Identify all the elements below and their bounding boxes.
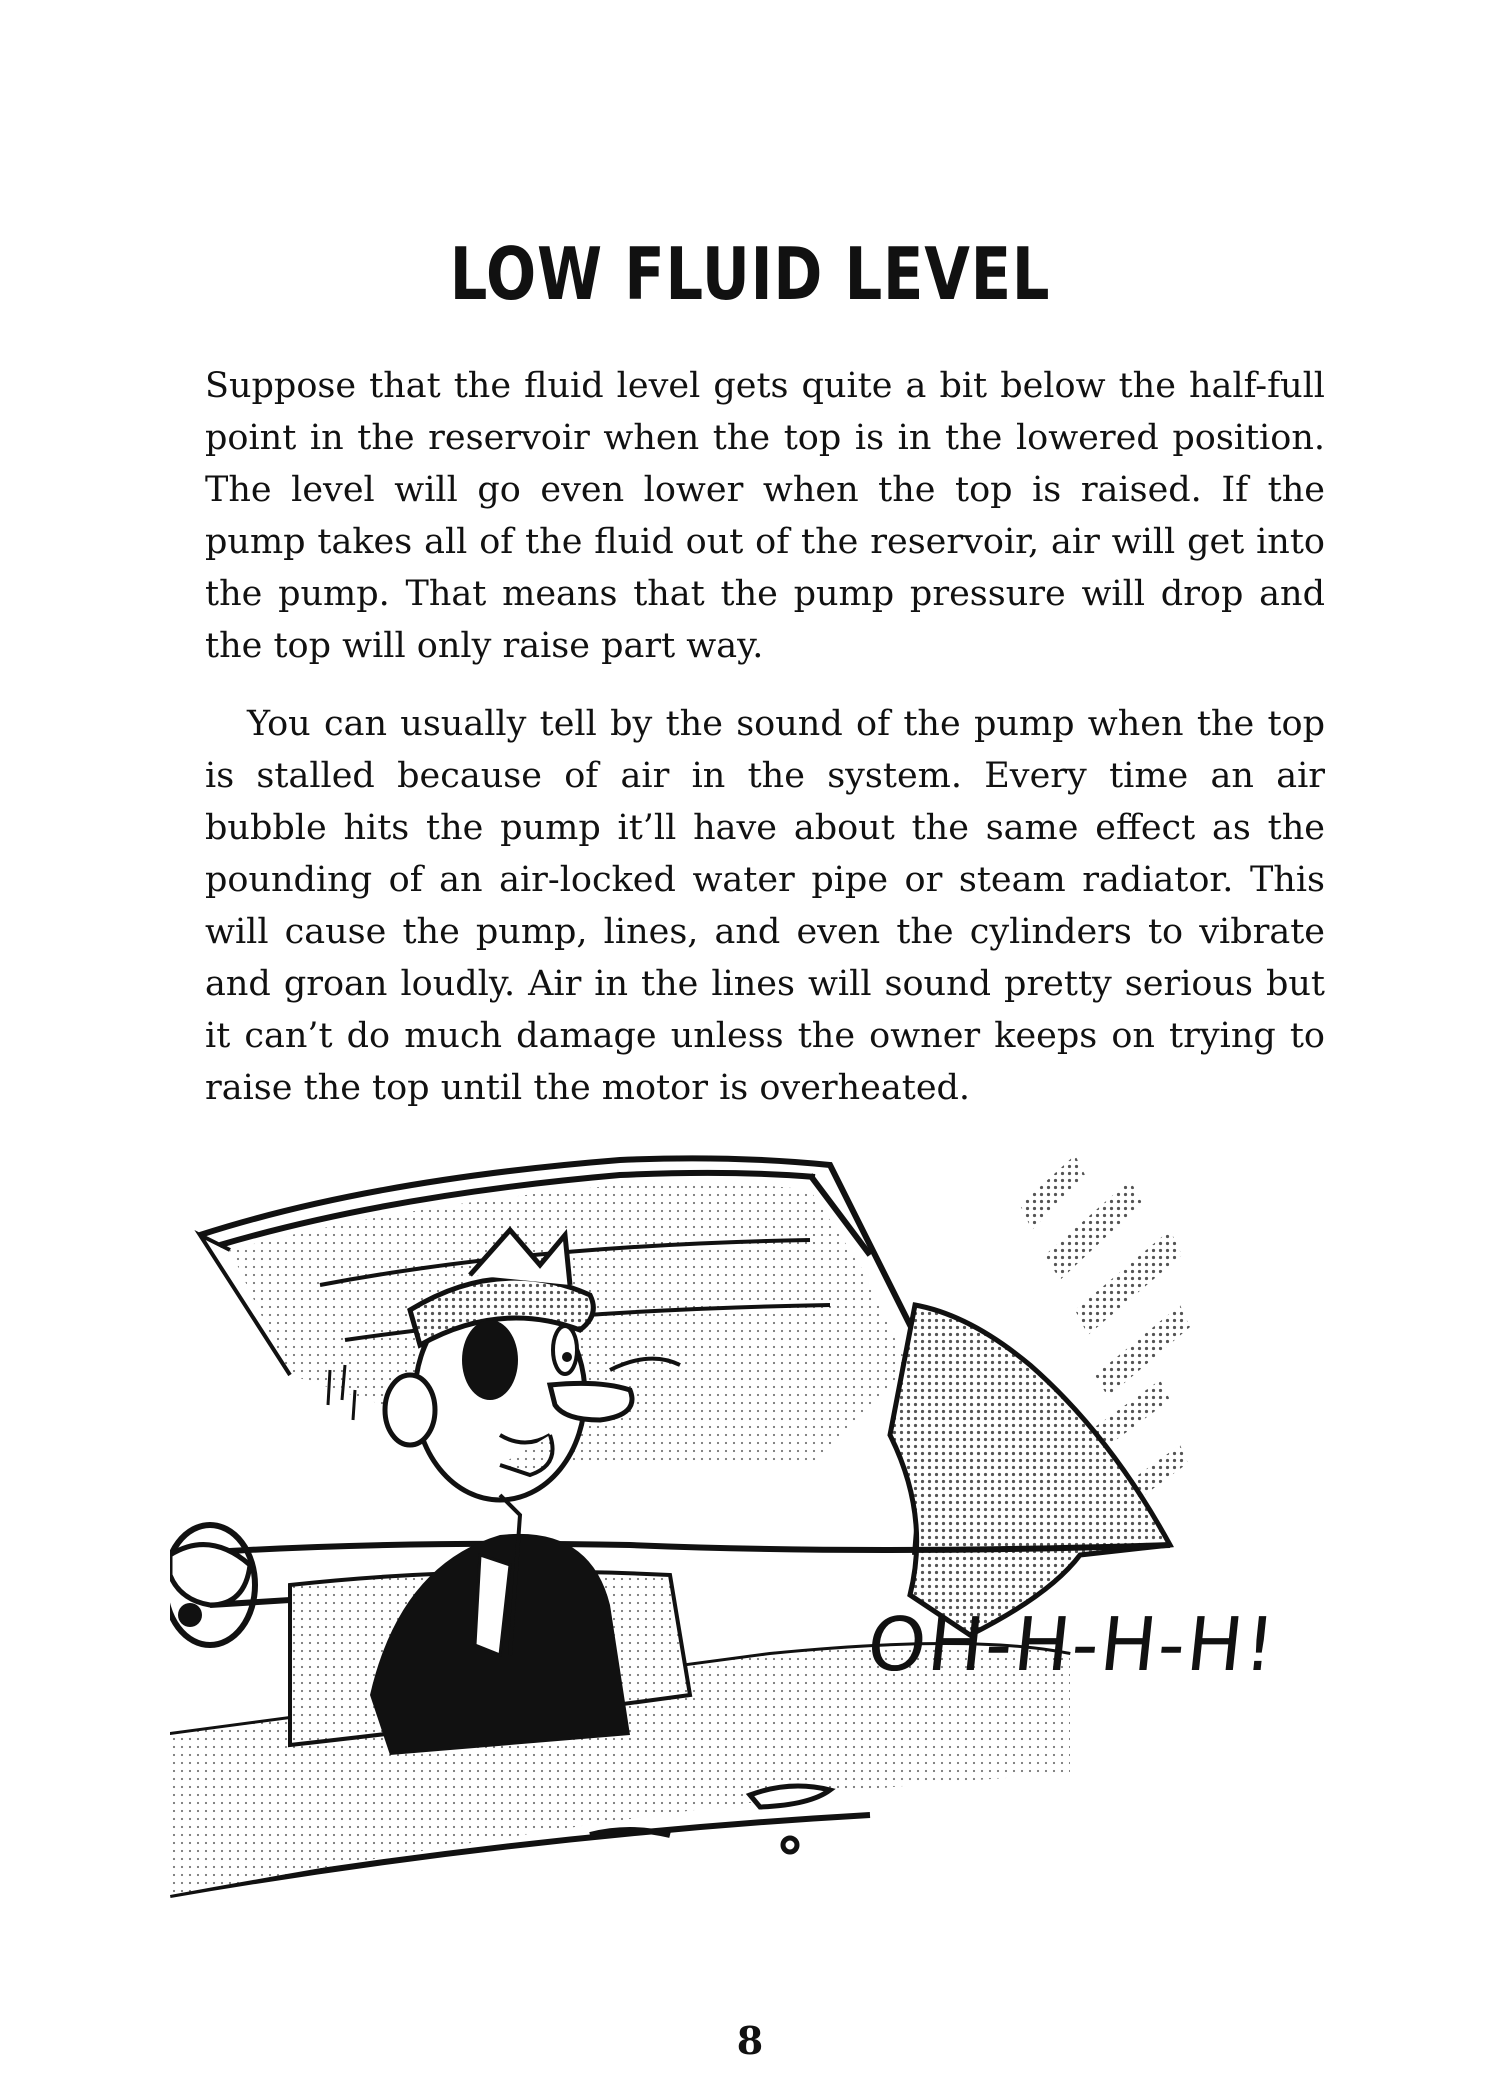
steering-wheel-hand — [170, 1525, 255, 1645]
cartoon-illustration — [170, 1135, 1350, 1975]
exclamation-text: OH-H-H-H! — [863, 1602, 1281, 1688]
page-number: 8 — [736, 2018, 764, 2063]
paragraph-1: Suppose that the fluid level gets quite a bit below the half-full point in the reservoir when the top is in the lowered position. The level will go even lower when the top is raised. If the pump takes all of the fluid out of the reservoir, air will get into the pump. That means that the pump pressure will drop and the top will only raise part way. — [205, 366, 1325, 666]
page-title: LOW FLUID LEVEL — [449, 232, 1051, 316]
paragraph-2: You can usually tell by the sound of the pump when the top is stalled because of air in the system. Every time an air bubble hits the pump it’ll have about the same effect as the pounding of an air-locked water pipe or steam radiator. This will cause the pump, lines, and even the cylinders to vibrate and groan loudly. Air in the lines will sound pretty serious but it can’t do much damage unless the owner keeps on trying to raise the top until the motor is overheated. — [205, 704, 1325, 1108]
